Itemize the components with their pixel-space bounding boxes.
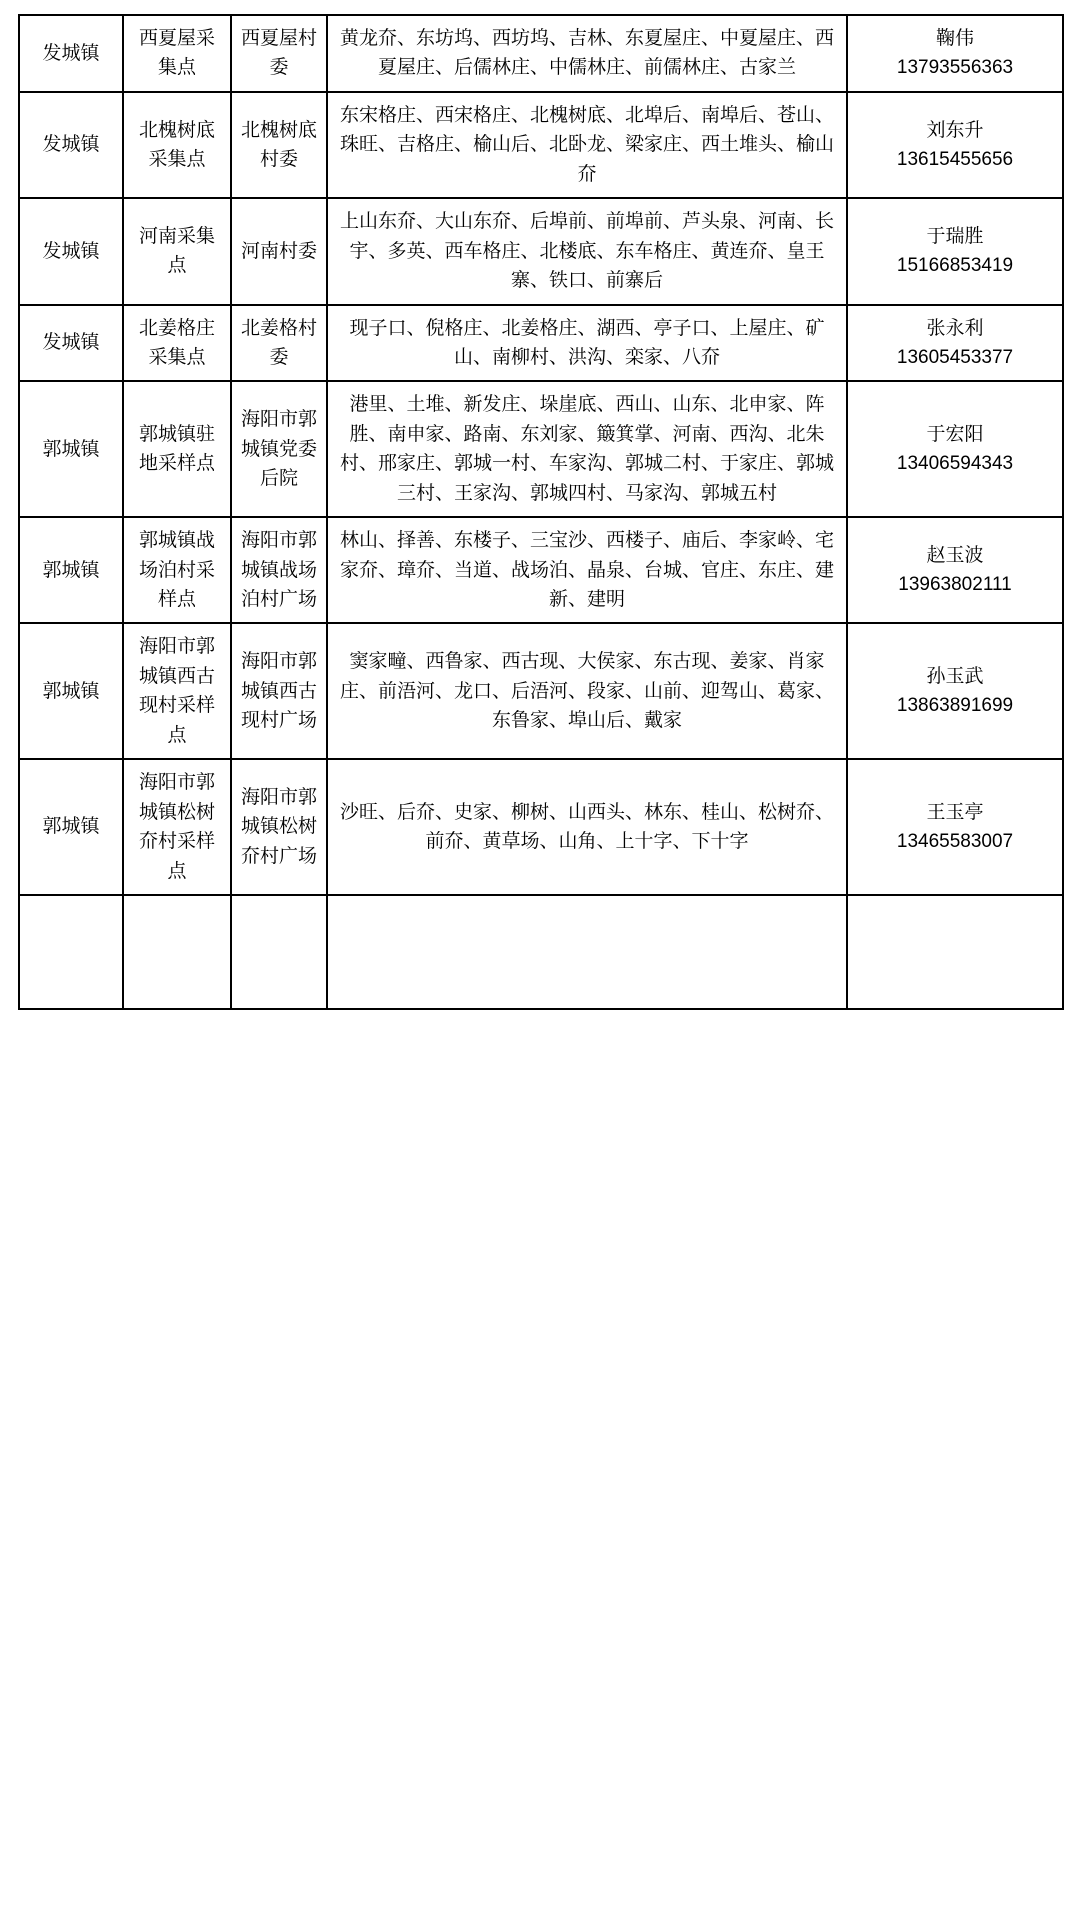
cell-town: 郭城镇 — [19, 623, 123, 759]
contact-phone: 13465583007 — [896, 831, 1014, 853]
table-row — [19, 198, 1063, 304]
table-body — [19, 15, 1063, 1009]
contact-phone: 13793556363 — [896, 57, 1014, 79]
cell-place: 西夏屋村委 — [231, 15, 327, 92]
cell-villages: 窦家疃、西鲁家、西古现、大侯家、东古现、姜家、肖家庄、前浯河、龙口、后浯河、段家、山前、迎驾山、葛家、东鲁家、埠山后、戴家 — [327, 623, 847, 759]
cell-place: 海阳市郭城镇党委后院 — [231, 381, 327, 517]
cell-contact — [847, 92, 1063, 198]
table-row — [19, 305, 1063, 382]
table-row-partial — [19, 895, 1063, 1009]
cell-point — [123, 895, 231, 1009]
contact-phone: 13963802111 — [898, 574, 1012, 596]
cell-point: 河南采集点 — [123, 198, 231, 304]
cell-town: 发城镇 — [19, 305, 123, 382]
table-row — [19, 623, 1063, 759]
contact-phone: 13605453377 — [896, 346, 1014, 368]
cell-contact — [847, 895, 1063, 1009]
cell-contact — [847, 623, 1063, 759]
cell-town: 发城镇 — [19, 198, 123, 304]
cell-point: 西夏屋采集点 — [123, 15, 231, 92]
contact-name: 王玉亭 — [926, 801, 984, 823]
cell-villages: 现子口、倪格庄、北姜格庄、湖西、亭子口、上屋庄、矿山、南柳村、洪沟、栾家、八夼 — [327, 305, 847, 382]
table-row — [19, 15, 1063, 92]
table-row — [19, 759, 1063, 895]
contact-phone: 13406594343 — [896, 453, 1014, 475]
cell-villages: 东宋格庄、西宋格庄、北槐树底、北埠后、南埠后、苍山、珠旺、吉格庄、榆山后、北卧龙、梁家庄、西土堆头、榆山夼 — [327, 92, 847, 198]
cell-town — [19, 895, 123, 1009]
cell-place: 北姜格村委 — [231, 305, 327, 382]
contact-name: 孙玉武 — [926, 665, 984, 687]
cell-contact — [847, 381, 1063, 517]
cell-place: 海阳市郭城镇松树夼村广场 — [231, 759, 327, 895]
contact-name: 张永利 — [926, 317, 984, 339]
cell-town: 发城镇 — [19, 15, 123, 92]
cell-villages: 黄龙夼、东坊坞、西坊坞、吉林、东夏屋庄、中夏屋庄、西夏屋庄、后儒林庄、中儒林庄、前儒林庄、古家兰 — [327, 15, 847, 92]
contact-phone: 13615455656 — [896, 149, 1014, 171]
contact-name: 赵玉波 — [926, 544, 984, 566]
contact-name: 刘东升 — [926, 119, 984, 141]
cell-villages: 上山东夼、大山东夼、后埠前、前埠前、芦头泉、河南、长宇、多英、西车格庄、北楼底、东车格庄、黄连夼、皇王寨、铁口、前寨后 — [327, 198, 847, 304]
cell-point: 郭城镇战场泊村采样点 — [123, 517, 231, 623]
cell-point: 北姜格庄采集点 — [123, 305, 231, 382]
cell-town: 郭城镇 — [19, 517, 123, 623]
sampling-points-table — [18, 14, 1064, 1010]
cell-town: 发城镇 — [19, 92, 123, 198]
cell-contact — [847, 305, 1063, 382]
contact-name: 于瑞胜 — [926, 225, 984, 247]
contact-name: 于宏阳 — [926, 423, 984, 445]
cell-place: 北槐树底村委 — [231, 92, 327, 198]
cell-town: 郭城镇 — [19, 759, 123, 895]
table-row — [19, 517, 1063, 623]
cell-place: 海阳市郭城镇西古现村广场 — [231, 623, 327, 759]
cell-contact — [847, 198, 1063, 304]
cell-town: 郭城镇 — [19, 381, 123, 517]
contact-name: 鞠伟 — [935, 28, 974, 49]
contact-phone: 15166853419 — [896, 255, 1014, 277]
cell-contact — [847, 15, 1063, 92]
cell-contact — [847, 759, 1063, 895]
cell-place: 海阳市郭城镇战场泊村广场 — [231, 517, 327, 623]
cell-point: 郭城镇驻地采样点 — [123, 381, 231, 517]
cell-villages — [327, 895, 847, 1009]
cell-point: 海阳市郭城镇松树夼村采样点 — [123, 759, 231, 895]
contact-phone: 13863891699 — [896, 695, 1014, 717]
cell-place — [231, 895, 327, 1009]
cell-villages: 港里、土堆、新发庄、垛崖底、西山、山东、北申家、阵胜、南申家、路南、东刘家、簸箕掌、河南、西沟、北朱村、邢家庄、郭城一村、车家沟、郭城二村、于家庄、郭城三村、王家沟、郭城四村、马家沟、郭城五村 — [327, 381, 847, 517]
cell-place: 河南村委 — [231, 198, 327, 304]
cell-point: 北槐树底采集点 — [123, 92, 231, 198]
cell-point: 海阳市郭城镇西古现村采样点 — [123, 623, 231, 759]
table-row — [19, 92, 1063, 198]
table-row — [19, 381, 1063, 517]
cell-villages: 林山、择善、东楼子、三宝沙、西楼子、庙后、李家岭、宅家夼、璋夼、当道、战场泊、晶泉、台城、官庄、东庄、建新、建明 — [327, 517, 847, 623]
cell-contact — [847, 517, 1063, 623]
cell-villages: 沙旺、后夼、史家、柳树、山西头、林东、桂山、松树夼、前夼、黄草场、山角、上十字、下十字 — [327, 759, 847, 895]
